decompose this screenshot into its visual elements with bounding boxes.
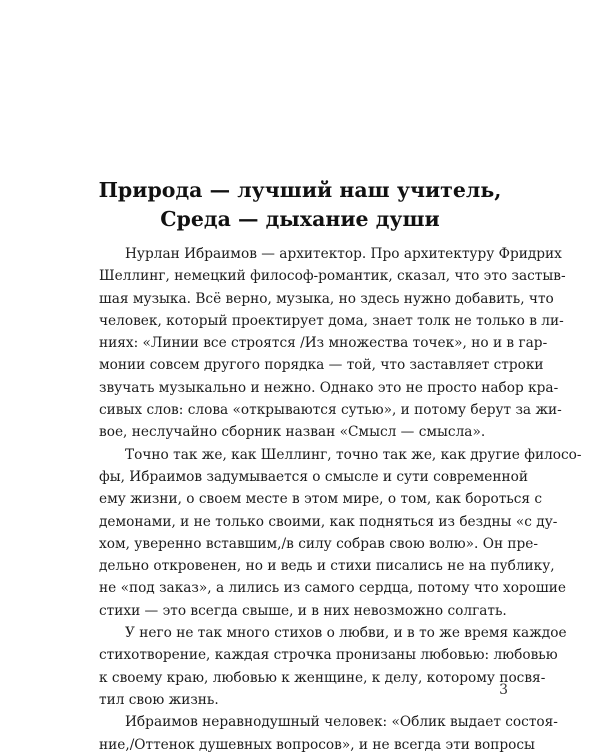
text-line: демонами, и не только своими, как подняться из бездны «с ду-	[99, 513, 558, 530]
text-line: Нурлан Ибраимов — архитектор. Про архитектуру Фридрих	[125, 246, 562, 262]
text-line: монии совсем другого порядка — той, что заставляет строки	[99, 357, 544, 374]
chapter-title-line-1: Природа — лучший наш учитель,	[98, 178, 502, 202]
text-line: ние,/Оттенок душевных вопросов», и не всегда эти вопросы	[99, 736, 535, 753]
text-line: звучать музыкально и нежно. Однако это не просто набор кра-	[99, 379, 559, 396]
text-line: фы, Ибраимов задумывается о смысле и сути современной	[99, 468, 528, 485]
text-line: стихи — это всегда свыше, и в них невозможно солгать.	[99, 602, 507, 619]
text-line: к своему краю, любовью к женщине, к делу, которому посвя-	[99, 669, 546, 686]
text-line: вое, неслучайно сборник назван «Смысл — смысла».	[99, 424, 486, 441]
chapter-title-line-2: Среда — дыхание души	[160, 207, 440, 231]
text-line: стихотворение, каждая строчка пронизаны любовью: любовью	[99, 647, 558, 664]
text-line: У него не так много стихов о любви, и в то же время каждое	[125, 625, 567, 642]
text-line: тил свою жизнь.	[99, 691, 219, 708]
text-line: дельно откровенен, но и ведь и стихи писались не на публику,	[99, 558, 555, 575]
text-line: ему жизни, о своем месте в этом мире, о том, как бороться с	[99, 491, 543, 508]
text-line: Ибраимов неравнодушный человек: «Облик выдает состоя-	[125, 714, 558, 731]
body-text	[99, 243, 582, 756]
text-line: сивых слов: слова «открываются сутью», и потому берут за жи-	[99, 402, 562, 419]
text-line: шая музыка. Всё верно, музыка, но здесь нужно добавить, что	[99, 290, 554, 307]
text-line: Точно так же, как Шеллинг, точно так же, как другие филосо-	[125, 446, 582, 463]
text-line: хом, уверенно вставшим,/в силу собрав свою волю». Он пре-	[99, 535, 539, 552]
text-line: не «под заказ», а лились из самого сердца, потому что хорошие	[99, 580, 566, 597]
page-number: 3	[499, 682, 508, 698]
text-line: Шеллинг, немецкий философ-романтик, сказал, что это застыв-	[99, 268, 566, 285]
text-line: ниях: «Линии все строятся /Из множества точек», но и в гар-	[99, 335, 548, 352]
chapter-title	[0, 176, 600, 234]
text-line: человек, который проектирует дома, знает толк не только в ли-	[99, 312, 564, 329]
